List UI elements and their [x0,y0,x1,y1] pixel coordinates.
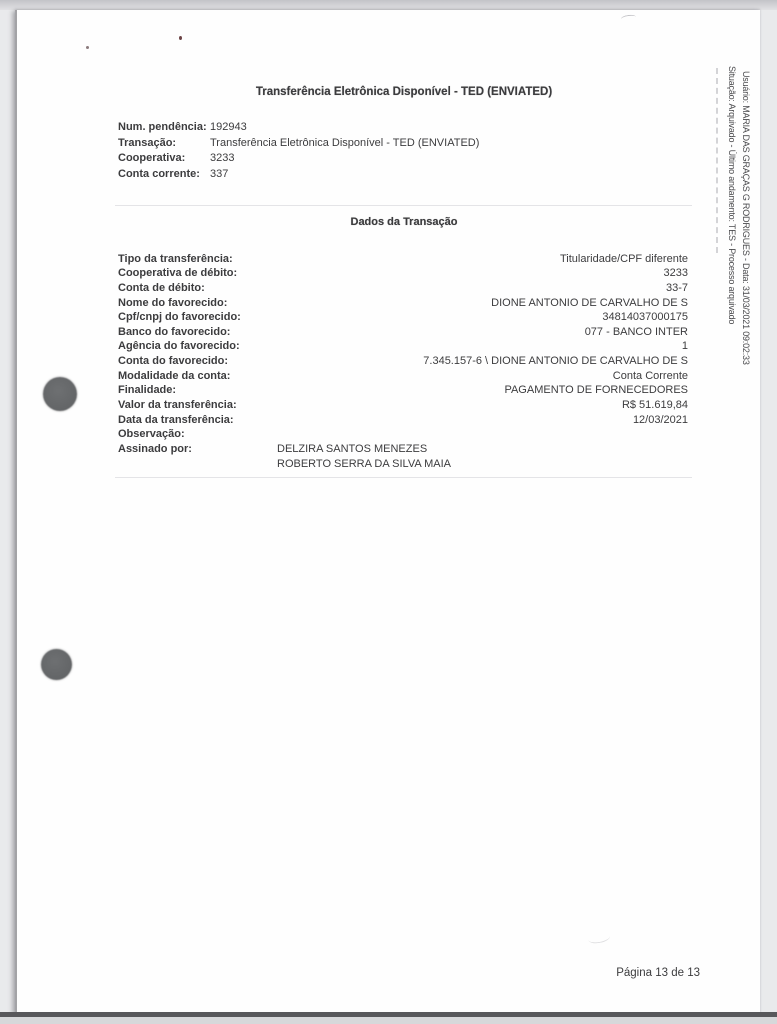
field-value-data-transferencia: 12/03/2021 [632,413,688,426]
field-label-assinado-por: Assinado por: [118,443,192,455]
field-label-finalidade: Finalidade: [118,384,177,397]
field-value-valor-transferencia: R$ 51.619,84 [621,399,688,411]
field-label-banco-favorecido: Banco do favorecido: [118,325,231,338]
field-value-num-pendencia: 192943 [210,121,247,133]
page-number: Página 13 de 13 [616,967,700,979]
field-label-tipo-transferencia: Tipo da transferência: [118,252,233,265]
field-value-cpf-cnpj-favorecido: 34814037000175 [602,311,688,324]
field-label-cpf-cnpj-favorecido: Cpf/cnpj do favorecido: [118,311,241,324]
field-value-conta-favorecido: 7.345.157-6 \ DIONE ANTONIO DE CARVALHO DE S [423,355,688,368]
field-label-conta-debito: Conta de débito: [118,281,205,294]
separator-line [115,205,692,206]
field-value-cooperativa: 3233 [210,152,235,164]
field-label-valor-transferencia: Valor da transferência: [118,399,237,411]
field-value-agencia-favorecido: 1 [681,340,688,353]
scan-top-edge [0,0,777,10]
field-label-observacao: Observação: [118,428,185,441]
field-value-cooperativa-debito: 3233 [663,267,688,280]
field-label-conta-favorecido: Conta do favorecido: [118,355,229,368]
field-label-data-transferencia: Data da transferência: [118,413,234,426]
field-label-nome-favorecido: Nome do favorecido: [118,296,228,309]
field-label-cooperativa: Cooperativa: [118,152,186,164]
field-value-nome-favorecido: DIONE ANTONIO DE CARVALHO DE S [491,296,688,309]
margin-stamp-usuario: Usuário: MARIA DAS GRAÇAS G RODRIGUES - Data: 31/03/2021 09:02:33 [741,71,751,365]
field-value-conta-debito: 33-7 [665,281,688,294]
field-value-modalidade-conta: Conta Corrente [612,369,688,382]
signer-name: DELZIRA SANTOS MENEZES [277,443,428,455]
section-title: Dados da Transação [350,216,458,228]
field-value-tipo-transferencia: Titularidade/CPF diferente [560,252,688,265]
document-title: Transferência Eletrônica Disponível - TED (ENVIATED) [255,86,553,98]
field-label-conta-corrente: Conta corrente: [118,167,200,180]
ink-speck [179,36,182,40]
field-label-num-pendencia: Num. pendência: [118,121,207,133]
field-value-banco-favorecido: 077 - BANCO INTER [584,325,688,338]
scan-bottom-background [0,1017,777,1024]
margin-stamp-faint-line [716,68,718,253]
ink-speck [86,46,89,49]
separator-line [115,477,692,478]
hole-punch [43,377,77,411]
margin-stamp-situacao: Situação: Arquivado - Último andamento: TES - Processo arquivado [727,66,737,325]
signer-name: ROBERTO SERRA DA SILVA MAIA [277,457,452,470]
field-label-agencia-favorecido: Agência do favorecido: [118,340,240,353]
hole-punch [41,649,72,680]
field-value-conta-corrente: 337 [210,167,229,180]
field-label-cooperativa-debito: Cooperativa de débito: [118,267,238,280]
field-value-transacao: Transferência Eletrônica Disponível - TED (ENVIATED) [210,136,480,149]
field-label-modalidade-conta: Modalidade da conta: [118,369,231,382]
field-value-finalidade: PAGAMENTO DE FORNECEDORES [504,384,688,397]
field-label-transacao: Transação: [118,136,177,149]
